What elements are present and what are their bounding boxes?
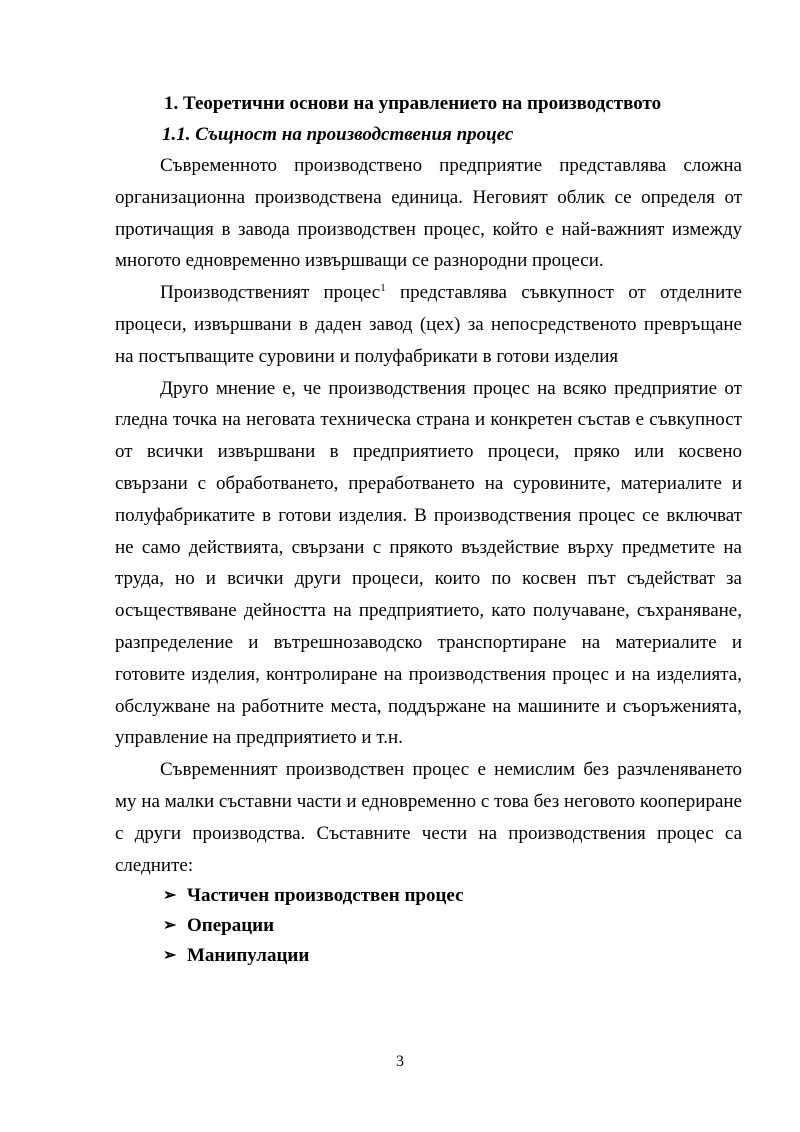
- arrow-bullet-icon: ➢: [163, 947, 177, 965]
- list-item-label: Операции: [187, 915, 275, 937]
- footnote-reference: 1: [380, 282, 386, 295]
- arrow-bullet-icon: ➢: [163, 887, 177, 905]
- page-number: 3: [396, 1053, 404, 1070]
- list-item: [163, 911, 742, 941]
- paragraph-2: [115, 277, 742, 372]
- subsection-heading: 1.1. Същност на производствения процес: [162, 124, 514, 145]
- document-page: [115, 88, 742, 971]
- list-item: [163, 881, 742, 911]
- paragraph-2-start: Производственият процес: [160, 282, 381, 304]
- paragraph-4: Съвременният производствен процес е немислим без разчленяването му на малки съставни части и едновременно с това без неговото коопериране с други производства. Съставните чести на производствения процес са следните:: [115, 759, 742, 876]
- paragraph-1: Съвременното производствено предприятие представлява сложна организационна производствена единица. Неговият облик се определя от протичащия в завода производствен процес, който е най-важният измежду многото едновременно извършващи се разнородни процеси.: [115, 155, 742, 272]
- list-item-label: Частичен производствен процес: [187, 885, 464, 907]
- section-heading: 1. Теоретични основи на управлението на производството: [164, 93, 662, 114]
- list-item: [163, 941, 742, 971]
- list-item-label: Манипулации: [187, 945, 310, 967]
- components-list: [163, 881, 742, 971]
- arrow-bullet-icon: ➢: [163, 917, 177, 935]
- paragraph-3: Друго мнение е, че производствения процес на всяко предприятие от гледна точка на неговата техническа страна и конкретен състав е съвкупност от всички извършвани в предприятието процеси, пряко или косвено свързани с обработването, преработването на суровините, материалите и полуфабрикатите в готови изделия. В производствения процес се включват не само действията, свързани с прякото въздействие върху предметите на труда, но и всички други процеси, които по косвен път съдействат за осъществяване дейността на предприятието, като получаване, съхраняване, разпределение и вътрешнозаводско транспортиране на материалите и готовите изделия, контролиране на производствения процес и на изделията, обслужване на работните места, поддържане на машините и съоръженията, управление на предприятието и т.н.: [115, 377, 742, 749]
- paragraph-2-rest: представлява съвкупност от отделните процеси, извършвани в даден завод (цех) за непосредственото превръщане на постъпващите суровини и полуфабрикати в готови изделия: [115, 282, 742, 367]
